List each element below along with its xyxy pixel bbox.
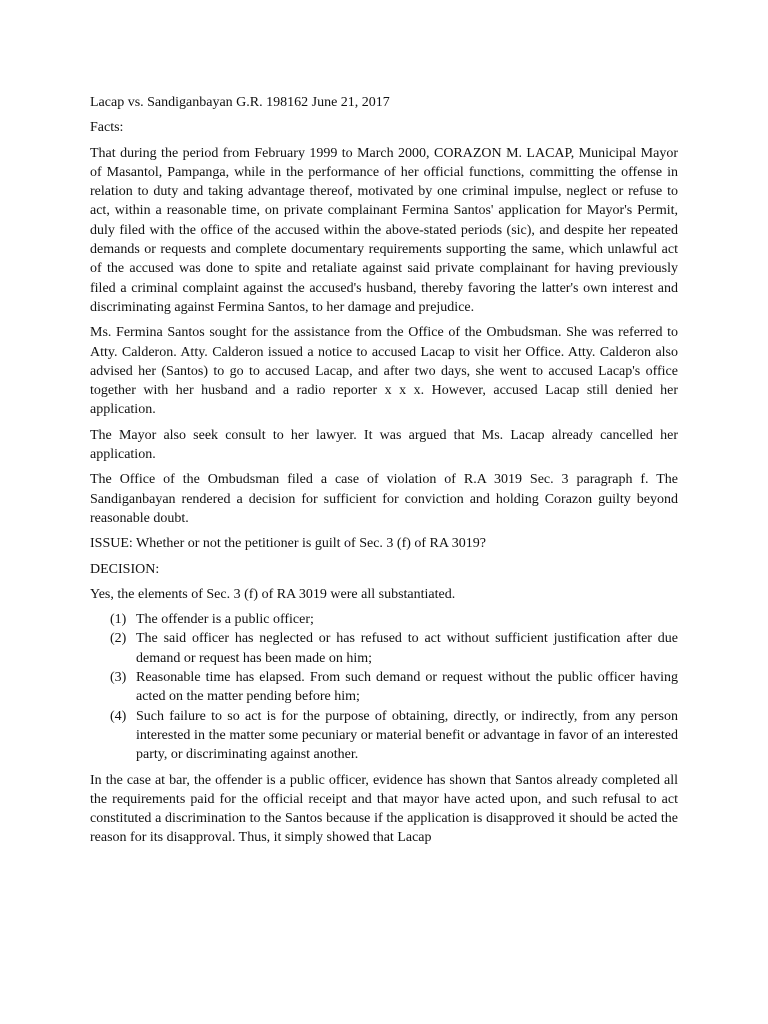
document-page	[90, 93, 678, 848]
case-title: Lacap vs. Sandiganbayan G.R. 198162 June 21, 2017	[90, 95, 390, 110]
list-item	[110, 629, 678, 668]
list-item	[110, 610, 678, 629]
issue-statement: ISSUE: Whether or not the petitioner is guilt of Sec. 3 (f) of RA 3019?	[90, 536, 486, 552]
list-item-number: (3)	[110, 670, 127, 686]
list-item	[110, 668, 678, 707]
conclusion-paragraph: In the case at bar, the offender is a public officer, evidence has shown that Santos already completed all the requirements paid for the official receipt and that mayor have acted upon, and such refusal to act constituted a discrimination to the Santos because if the application is disapproved it should be acted the reason for its disapproval. Thus, it simply showed that Lacap	[90, 772, 678, 846]
list-item	[110, 707, 678, 765]
list-item-text: The offender is a public officer;	[136, 612, 314, 628]
list-item-number: (1)	[110, 612, 127, 628]
facts-paragraph-1: That during the period from February 1999 to March 2000, CORAZON M. LACAP, Municipal Mayor of Masantol, Pampanga, while in the performance of her official functions, committing the offense in relation to duty and taking advantage thereof, motivated by one criminal impulse, neglect or refuse to act, within a reasonable time, on private complainant Fermina Santos' application for Mayor's Permit, duly filed with the office of the accused within the above-stated periods (sic), and despite her repeated demands or requests and complete documentary requirements supporting the same, which unlawful act of the accused was done to spite and retaliate against said private complainant for having previously filed a criminal complaint against the accused's husband, thereby favoring the latter's own interest and discriminating against Fermina Santos, to her damage and prejudice.	[90, 145, 678, 315]
decision-heading: DECISION:	[90, 561, 160, 577]
list-item-text: Reasonable time has elapsed. From such demand or request without the public officer having acted on the matter pending before him;	[136, 670, 678, 705]
list-item-number: (4)	[110, 708, 127, 724]
elements-list	[90, 610, 678, 764]
facts-paragraph-3: The Mayor also seek consult to her lawyer. It was argued that Ms. Lacap already cancelled her application.	[90, 427, 678, 463]
decision-intro: Yes, the elements of Sec. 3 (f) of RA 3019 were all substantiated.	[90, 586, 456, 602]
facts-paragraph-2: Ms. Fermina Santos sought for the assistance from the Office of the Ombudsman. She was referred to Atty. Calderon. Atty. Calderon issued a notice to accused Lacap to visit her Office. Atty. Calderon also advised her (Santos) to go to accused Lacap, and after two days, she went to accused Lacap's office together with her husband and a radio reporter x x x. However, accused Lacap still denied her application.	[90, 325, 678, 418]
list-item-number: (2)	[110, 631, 127, 647]
list-item-text: The said officer has neglected or has refused to act without sufficient justification after due demand or request has been made on him;	[136, 631, 678, 666]
facts-heading: Facts:	[90, 120, 124, 136]
list-item-text: Such failure to so act is for the purpose of obtaining, directly, or indirectly, from any person interested in the matter some pecuniary or material benefit or advantage in favor of an interested party, or discriminating against another.	[136, 708, 678, 763]
facts-paragraph-4: The Office of the Ombudsman filed a case of violation of R.A 3019 Sec. 3 paragraph f. The Sandiganbayan rendered a decision for sufficient for conviction and holding Corazon guilty beyond reasonable doubt.	[90, 472, 678, 526]
